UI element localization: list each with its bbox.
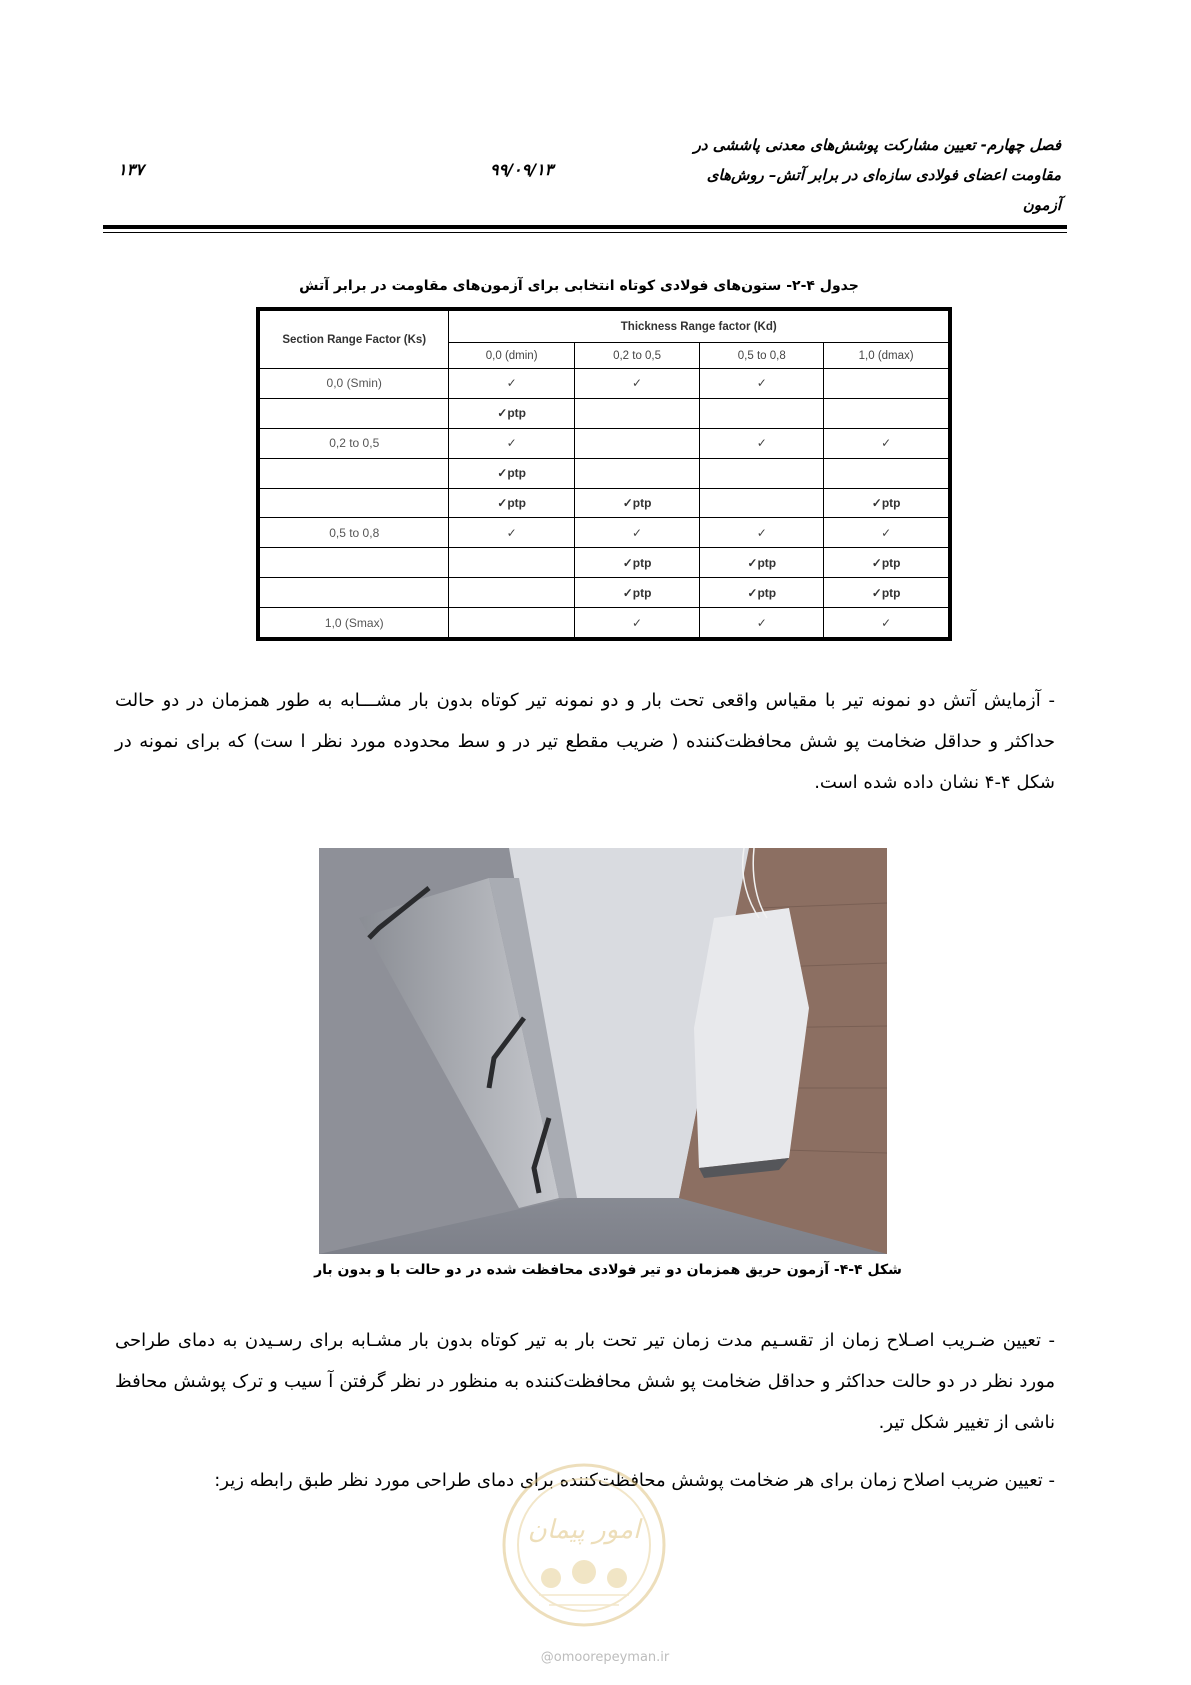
paragraph-correction-factor: - تعیین ضـریب اصـلاح زمان از تقسـیم مدت زمان تیر تحت بار به تیر کوتاه بدون بار مشـابه برای رسـیدن به دمای طراحی مورد نظر در دو حالت حداکثر و حداقل ضخامت پو شش محافظت‌کننده به منظور در نظر گرفتن آ سیب و ترک پوشش محافظ ناشی از تغییر شکل تیر. — [115, 1330, 1055, 1433]
table-cell: ✓ — [700, 608, 824, 638]
chapter-title-line1: فصل چهارم- تعیین مشارکت پوشش‌های معدنی پاششی در — [693, 136, 1061, 154]
table-cell: ✓ptp — [449, 488, 574, 518]
table-row — [260, 578, 949, 608]
table-cell: ✓ — [824, 518, 949, 548]
table-cell-ks — [260, 488, 449, 518]
table-cell — [574, 428, 699, 458]
table-cell: ✓ptp — [824, 578, 949, 608]
table-cell-ks — [260, 548, 449, 578]
table-cell: ✓ptp — [449, 398, 574, 428]
table-cell-ks: 0,5 to 0,8 — [260, 518, 449, 548]
table-cell — [700, 398, 824, 428]
table-cell: ✓ — [700, 369, 824, 399]
table-cell-ks: 0,2 to 0,5 — [260, 428, 449, 458]
table-cell: ✓ — [574, 369, 699, 399]
table-cell — [824, 458, 949, 488]
table-row — [260, 608, 949, 638]
table-cell: ✓ptp — [700, 548, 824, 578]
table-cell: ✓ptp — [824, 548, 949, 578]
table-cell: ✓ptp — [574, 578, 699, 608]
table-cell-ks — [260, 398, 449, 428]
paragraph-fire-test: - آزمایش آتش دو نمونه تیر با مقیاس واقعی تحت بار و دو نمونه تیر کوتاه بدون بار مشـــابه به طور همزمان در دو حالت حداکثر و حداقل ضخامت پو شش محافظت‌کننده ( ضریب مقطع تیر در و سط محدوده مورد نظر ا ست) که برای نمونه در شکل ۴-۴ نشان داده شده است. — [115, 690, 1055, 793]
table-row — [260, 398, 949, 428]
figure-caption: شکل ۴-۴- آزمون حریق همزمان دو تیر فولادی محافظت شده در دو حالت با و بدون بار — [314, 1262, 902, 1278]
table-cell-ks: 0,0 (Smin) — [260, 369, 449, 399]
table-row — [260, 548, 949, 578]
thickness-section-table — [256, 307, 952, 641]
table-cell-ks — [260, 578, 449, 608]
table-cell-ks — [260, 458, 449, 488]
table-cell — [574, 398, 699, 428]
table-cell-ks: 1,0 (Smax) — [260, 608, 449, 638]
table-cell — [824, 369, 949, 399]
table-cell: ✓ptp — [449, 458, 574, 488]
table-cell: ✓ — [700, 428, 824, 458]
table-cell: ✓ptp — [700, 578, 824, 608]
header-rule-thin — [103, 232, 1067, 233]
table-cell: ✓ — [449, 369, 574, 399]
table-cell — [700, 458, 824, 488]
col-header: 0,2 to 0,5 — [574, 343, 699, 369]
table-cell: ✓ — [824, 608, 949, 638]
col-header: 0,0 (dmin) — [449, 343, 574, 369]
header-rule-thick — [103, 225, 1067, 229]
table-cell — [824, 398, 949, 428]
table-header-row — [260, 311, 949, 343]
table-row — [260, 488, 949, 518]
table-cell — [700, 488, 824, 518]
table-cell — [449, 548, 574, 578]
table-cell: ✓ — [700, 518, 824, 548]
table-cell: ✓ — [574, 608, 699, 638]
table-cell: ✓ — [449, 428, 574, 458]
paragraph-time-correction: - تعیین ضریب اصلاح زمان برای هر ضخامت پوشش محافظت‌کننده برای دمای طراحی مورد نظر طبق رابطه زیر: — [214, 1470, 1055, 1491]
table-cell: ✓ptp — [574, 488, 699, 518]
page-number: ۱۳۷ — [118, 160, 144, 179]
table-cell: ✓ — [824, 428, 949, 458]
table-row — [260, 518, 949, 548]
table-row — [260, 428, 949, 458]
col-header: 0,5 to 0,8 — [700, 343, 824, 369]
table-cell: ✓ — [574, 518, 699, 548]
table-cell — [449, 578, 574, 608]
table-cell: ✓ptp — [824, 488, 949, 518]
watermark-logo — [499, 1460, 669, 1630]
chapter-title-line3: آزمون — [1022, 196, 1061, 214]
table-cell: ✓ptp — [574, 548, 699, 578]
table-corner-label: Section Range Factor (Ks) — [260, 311, 449, 369]
table-cell: ✓ — [449, 518, 574, 548]
watermark-url: @omoorepeyman.ir — [540, 1650, 670, 1665]
table-caption: جدول ۴-۲- ستون‌های فولادی کوتاه انتخابی برای آزمون‌های مقاومت در برابر آتش — [299, 278, 859, 294]
table-row — [260, 458, 949, 488]
svg-text:امور پیمان: امور پیمان — [527, 1515, 641, 1545]
table-cell — [449, 608, 574, 638]
header-date: ۹۹/۰۹/۱۳ — [490, 160, 554, 179]
table-group-header: Thickness Range factor (Kd) — [449, 311, 949, 343]
chapter-title-line2: مقاومت اعضای فولادی سازه‌ای در برابر آتش– روش‌های — [706, 166, 1061, 184]
table-cell — [574, 458, 699, 488]
table-row — [260, 369, 949, 399]
col-header: 1,0 (dmax) — [824, 343, 949, 369]
beam-fire-test-photo — [319, 848, 887, 1254]
